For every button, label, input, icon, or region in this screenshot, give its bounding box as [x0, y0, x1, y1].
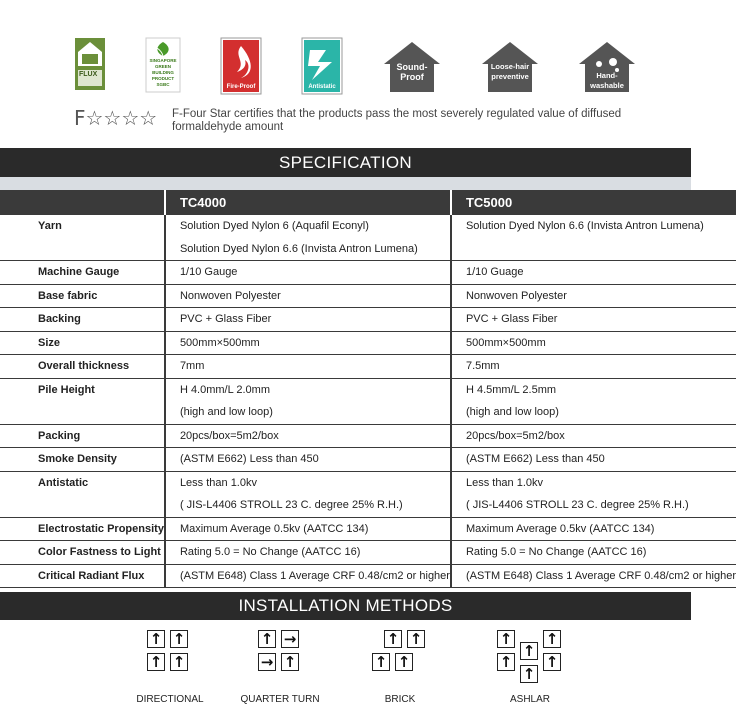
cell-tc5000 [451, 308, 736, 332]
row-label [0, 378, 165, 424]
arrow-right-icon: → [281, 630, 299, 648]
row-label-text: Antistatic [38, 476, 89, 489]
cell-value: Rating 5.0 = No Change (AATCC 16) [465, 546, 647, 558]
arrow-up-icon: ↑ [258, 630, 276, 648]
arrow-up-icon: ↑ [372, 653, 390, 671]
loose-hair-icon [480, 38, 540, 96]
cell-value: 20pcs/box=5m2/box [465, 429, 565, 442]
row-label-text: Smoke Density [38, 453, 117, 465]
antistatic-label: Antistatic [308, 84, 336, 90]
arrow-up-icon: ↑ [497, 653, 515, 671]
table-row [0, 355, 736, 379]
cell-tc5000 [451, 564, 736, 588]
cell-value: (ASTM E648) Class 1 Average CRF 0.48/cm2 or higher [465, 569, 736, 582]
cell-value: (high and low loop) [179, 406, 273, 418]
cell-tc4000 [165, 308, 451, 332]
cell-value: PVC + Glass Fiber [179, 313, 272, 325]
row-label-text: Packing [38, 429, 81, 442]
cell-tc5000 [451, 517, 736, 541]
cell-value: Maximum Average 0.5kv (AATCC 134) [465, 522, 655, 535]
hand-washable-label: Hand- washable [590, 71, 624, 90]
arrow-up-icon: ↑ [520, 642, 538, 660]
cell-tc4000 [165, 331, 451, 355]
method-label-directional: DIRECTIONAL [136, 694, 204, 705]
cell-value: H 4.0mm/L 2.0mm [179, 383, 270, 396]
cell-value: Solution Dyed Nylon 6.6 (Invista Antron Lumena) [179, 242, 418, 255]
arrow-up-icon: ↑ [395, 653, 413, 671]
row-label-text: Yarn [38, 220, 62, 232]
cell-value: Less than 1.0kv [179, 476, 257, 489]
four-star-mark: F☆☆☆☆ [74, 106, 158, 130]
cell-value: Solution Dyed Nylon 6 (Aquafil Econyl) [179, 220, 369, 232]
cell-value: ( JIS-L4406 STROLL 23 C. degree 25% R.H.) [465, 499, 689, 511]
table-row [0, 378, 736, 424]
row-label-text: Critical Radiant Flux [38, 569, 145, 582]
sgbc-icon [146, 38, 182, 96]
cell-value: (ASTM E662) Less than 450 [179, 453, 319, 465]
cell-tc4000 [165, 355, 451, 379]
cell-value: 1/10 Guage [465, 266, 524, 278]
cell-value: ( JIS-L4406 STROLL 23 C. degree 25% R.H.) [179, 499, 403, 511]
row-label [0, 564, 165, 588]
row-label-text: Color Fastness to Light [38, 546, 161, 558]
row-label [0, 448, 165, 472]
row-label-text: Electrostatic Propensity [38, 522, 164, 535]
table-row [0, 308, 736, 332]
cell-value: Maximum Average 0.5kv (AATCC 134) [179, 522, 369, 535]
row-label-text: Size [38, 336, 61, 349]
fire-proof-label: Fire-Proof [226, 84, 256, 90]
cell-value: H 4.5mm/L 2.5mm [465, 383, 557, 396]
cell-value: 500mm×500mm [179, 336, 260, 349]
cell-tc4000 [165, 448, 451, 472]
column-header-tc4000: TC4000 [165, 190, 451, 215]
sound-proof-label: Sound- Proof [396, 62, 428, 82]
table-row [0, 284, 736, 308]
cell-tc4000 [165, 284, 451, 308]
table-row [0, 471, 736, 517]
spec-band [0, 177, 691, 190]
row-label-text: Pile Height [38, 383, 95, 396]
cell-value: PVC + Glass Fiber [465, 313, 558, 325]
cell-value: 7.5mm [465, 360, 500, 372]
arrow-up-icon: ↑ [170, 653, 188, 671]
cell-value: Solution Dyed Nylon 6.6 (Invista Antron Lumena) [465, 220, 704, 232]
cell-value: Nonwoven Polyester [465, 289, 567, 302]
cell-tc4000 [165, 541, 451, 565]
installation-methods [0, 620, 691, 714]
cell-value: (high and low loop) [465, 406, 559, 418]
cell-tc5000 [451, 541, 736, 565]
row-label [0, 355, 165, 379]
cell-value: (ASTM E648) Class 1 Average CRF 0.48/cm2 or higher [179, 569, 450, 582]
method-label-quarter-turn: QUARTER TURN [240, 694, 320, 705]
cell-value: 1/10 Gauge [179, 266, 238, 278]
row-label-text: Base fabric [38, 289, 98, 302]
four-star-note: F-Four Star certifies that the products pass the most severely regulated value of diffused formaldehyde amount [172, 108, 622, 133]
cell-tc4000 [165, 215, 451, 261]
cell-value: 500mm×500mm [465, 336, 546, 349]
table-row [0, 215, 736, 261]
cell-tc5000 [451, 471, 736, 517]
cell-tc4000 [165, 564, 451, 588]
sgbc-text: SINGAPORE GREEN BUILDING PRODUCT SGBC [149, 58, 177, 87]
arrow-up-icon: ↑ [520, 665, 538, 683]
arrow-up-icon: ↑ [147, 630, 165, 648]
method-label-ashlar: ASHLAR [509, 694, 550, 705]
cell-tc5000 [451, 355, 736, 379]
row-label-text: Machine Gauge [38, 266, 120, 278]
row-label [0, 424, 165, 448]
cell-tc5000 [451, 424, 736, 448]
cell-value: 20pcs/box=5m2/box [179, 429, 279, 442]
row-label-text: Backing [38, 313, 81, 325]
row-label [0, 331, 165, 355]
cell-tc5000 [451, 284, 736, 308]
specification-heading: SPECIFICATION [0, 148, 691, 177]
cell-value: 7mm [179, 360, 205, 372]
leed-flux-text: FLUX [79, 71, 98, 78]
loose-hair-label: Loose-hair preventive [490, 62, 530, 81]
arrow-right-icon: → [258, 653, 276, 671]
arrow-up-icon: ↑ [281, 653, 299, 671]
cell-tc4000 [165, 424, 451, 448]
table-row [0, 517, 736, 541]
table-row [0, 564, 736, 588]
arrow-up-icon: ↑ [147, 653, 165, 671]
row-label [0, 215, 165, 261]
cell-tc4000 [165, 471, 451, 517]
header-blank [0, 190, 165, 215]
cell-tc5000 [451, 448, 736, 472]
row-label [0, 284, 165, 308]
table-row [0, 424, 736, 448]
row-label [0, 517, 165, 541]
cell-tc5000 [451, 261, 736, 285]
table-row [0, 541, 736, 565]
antistatic-icon [302, 38, 344, 96]
arrow-up-icon: ↑ [407, 630, 425, 648]
cell-tc5000 [451, 378, 736, 424]
cell-tc5000 [451, 215, 736, 261]
hand-washable-icon [577, 38, 637, 96]
table-row [0, 331, 736, 355]
row-label [0, 541, 165, 565]
row-label-text: Overall thickness [38, 360, 130, 372]
arrow-up-icon: ↑ [384, 630, 402, 648]
method-label-brick: BRICK [384, 694, 416, 705]
cell-tc5000 [451, 331, 736, 355]
cell-value: Nonwoven Polyester [179, 289, 281, 302]
certification-icons [0, 38, 691, 100]
cell-tc4000 [165, 261, 451, 285]
leed-flux-icon [75, 38, 127, 96]
cell-value: (ASTM E662) Less than 450 [465, 453, 605, 465]
row-label [0, 308, 165, 332]
row-label [0, 471, 165, 517]
arrow-up-icon: ↑ [543, 630, 561, 648]
fire-proof-icon [221, 38, 263, 96]
arrow-up-icon: ↑ [497, 630, 515, 648]
column-header-tc5000: TC5000 [451, 190, 736, 215]
installation-heading: INSTALLATION METHODS [0, 592, 691, 620]
cell-value: Less than 1.0kv [465, 476, 544, 489]
arrow-up-icon: ↑ [170, 630, 188, 648]
table-header-row [0, 190, 736, 215]
specification-table [0, 190, 736, 588]
table-row [0, 261, 736, 285]
cell-value: Rating 5.0 = No Change (AATCC 16) [179, 546, 361, 558]
row-label [0, 261, 165, 285]
arrow-up-icon: ↑ [543, 653, 561, 671]
sound-proof-icon [382, 38, 442, 96]
cell-tc4000 [165, 378, 451, 424]
table-row [0, 448, 736, 472]
cell-tc4000 [165, 517, 451, 541]
